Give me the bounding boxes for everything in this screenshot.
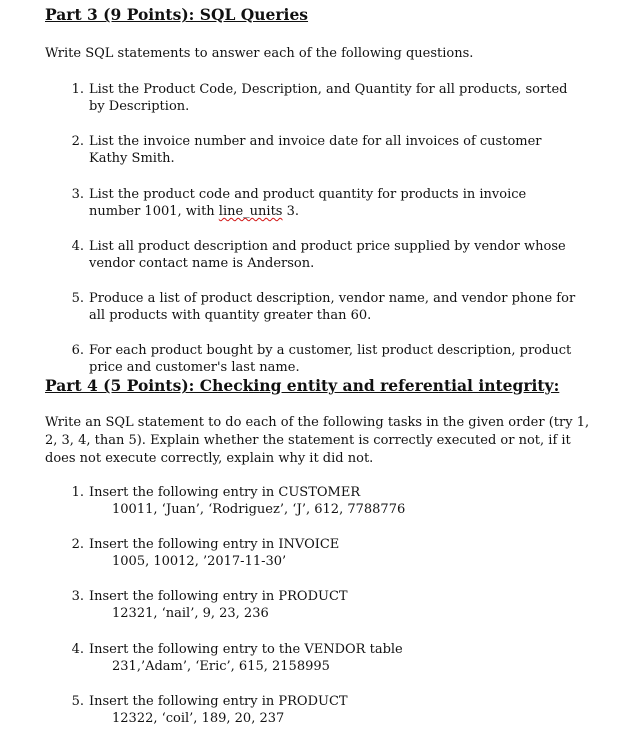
item-value: 1005, 10012, ’2017-11-30’ (112, 554, 287, 569)
item-value: 10011, ‘Juan’, ‘Rodriguez’, ‘J’, 612, 7788776 (112, 502, 406, 517)
item-text (89, 186, 579, 220)
item-text: Insert the following entry in INVOICE (89, 537, 340, 552)
part4-intro: Write an SQL statement to do each of the following tasks in the given order (try 1, 2, 3, 4, than 5). Explain whether the statement is correctly executed or not, if it does not execute correctly, explain why it did not. (45, 415, 590, 466)
item-text-part: List the product code and product quantity for products in invoice number 1001, with (89, 187, 527, 219)
item-text: List all product description and product price supplied by vendor whose vendor contact name is Anderson. (89, 239, 566, 271)
item-text: Insert the following entry in PRODUCT (89, 589, 348, 604)
item-number: 2. (71, 537, 84, 552)
item-text: Insert the following entry in CUSTOMER (89, 485, 361, 500)
part3-intro: Write SQL statements to answer each of the following questions. (45, 46, 474, 61)
item-number: 4. (71, 642, 84, 657)
part4-heading: Part 4 (5 Points): Checking entity and referential integrity: (45, 376, 560, 395)
item-text: Produce a list of product description, vendor name, and vendor phone for all products with quantity greater than 60. (89, 291, 576, 323)
item-text: For each product bought by a customer, list product description, product price and customer's last name. (89, 343, 572, 375)
item-number: 1. (71, 485, 84, 500)
part3-heading: Part 3 (9 Points): SQL Queries (45, 5, 309, 24)
item-number: 1. (71, 82, 84, 97)
item-number: 3. (71, 187, 84, 202)
item-body (89, 693, 579, 727)
item-number: 2. (71, 134, 84, 149)
item-text: List the invoice number and invoice date for all invoices of customer Kathy Smith. (89, 134, 542, 166)
item-number: 3. (71, 589, 84, 604)
item-value: 231,’Adam’, ‘Eric’, 615, 2158995 (112, 659, 330, 674)
item-number: 5. (71, 694, 84, 709)
item-text: Insert the following entry to the VENDOR table (89, 642, 403, 657)
item-value: 12321, ‘nail’, 9, 23, 236 (112, 606, 269, 621)
item-text-part: 3. (282, 204, 300, 219)
item-body (89, 536, 579, 570)
item-number: 5. (71, 291, 84, 306)
item-text: List the Product Code, Description, and Quantity for all products, sorted by Description. (89, 82, 568, 114)
item-body (89, 588, 579, 622)
item-number: 6. (71, 343, 84, 358)
item-text: Insert the following entry in PRODUCT (89, 694, 348, 709)
spellcheck-flagged-word: line_units (218, 204, 283, 219)
item-value: 12322, ‘coil’, 189, 20, 237 (112, 711, 285, 726)
item-body (89, 641, 579, 675)
item-body (89, 484, 579, 518)
item-number: 4. (71, 239, 84, 254)
